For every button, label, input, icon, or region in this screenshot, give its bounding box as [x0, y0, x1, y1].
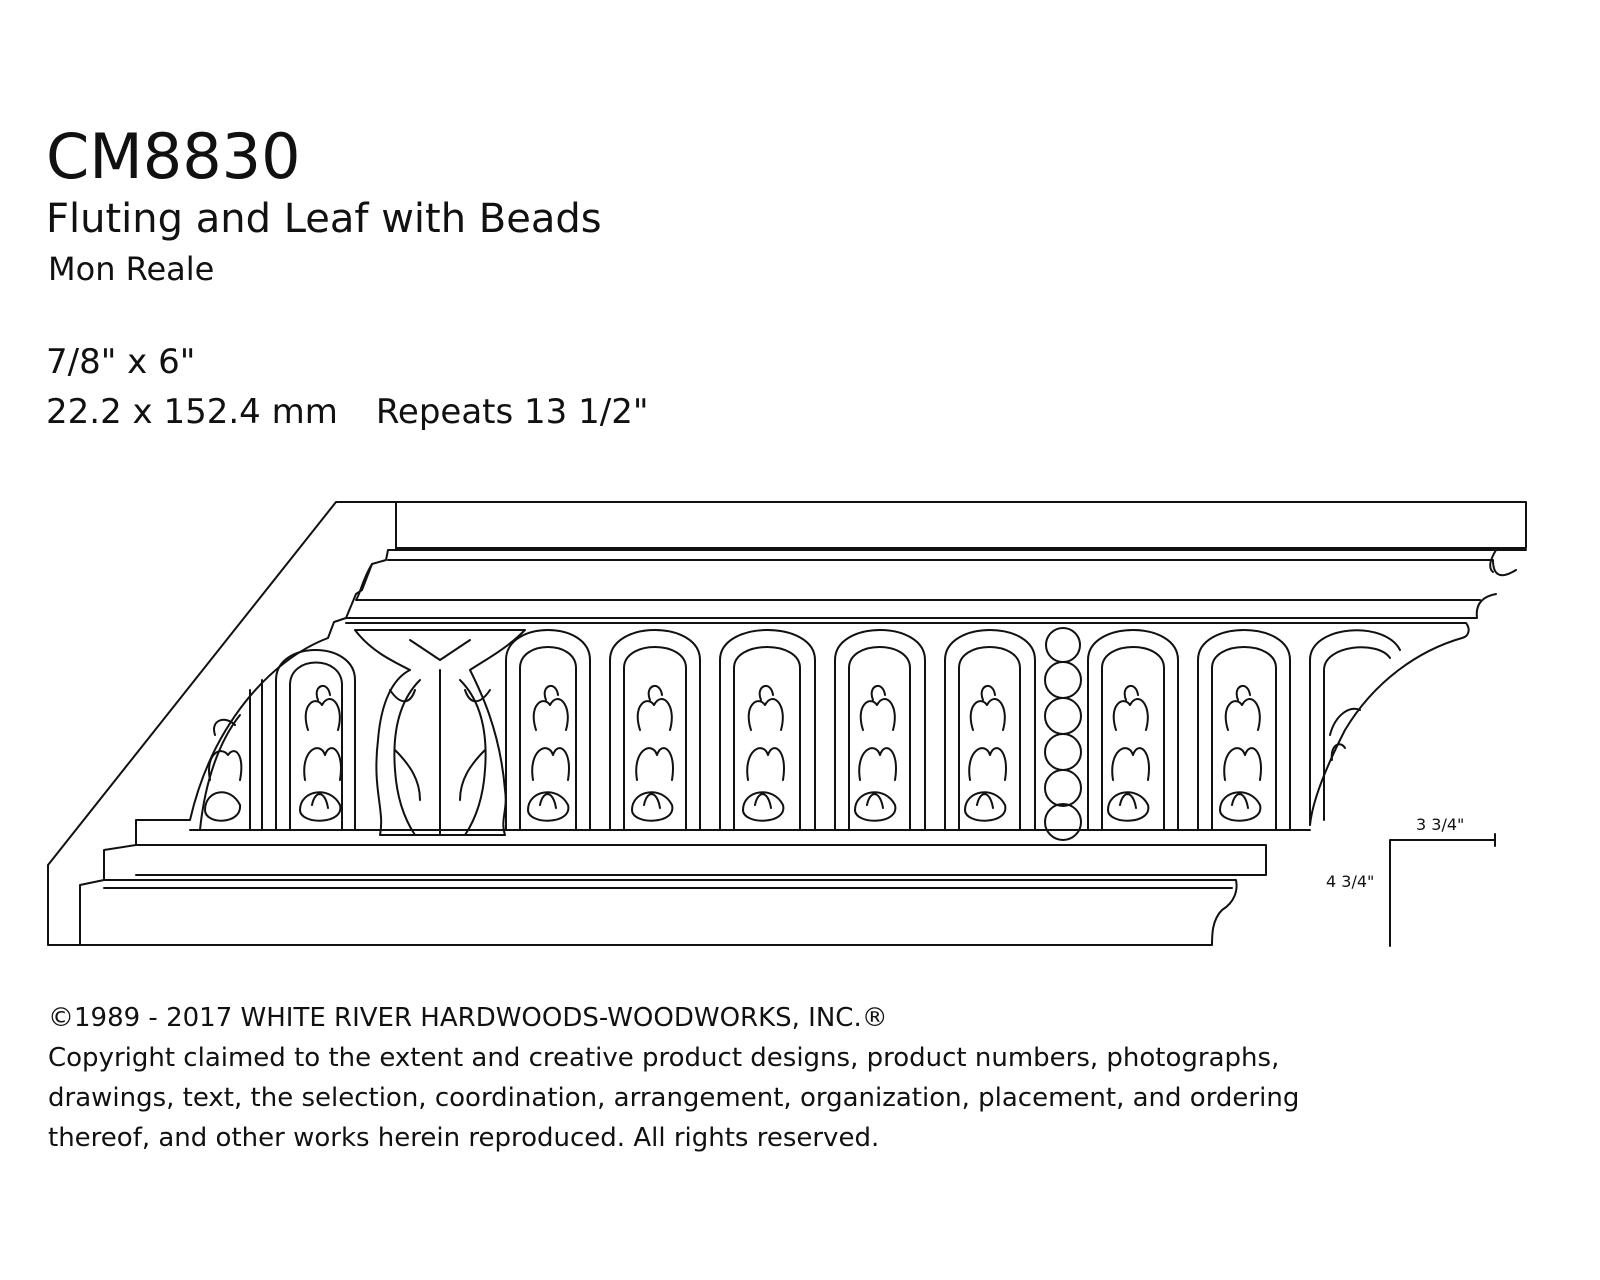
size-metric-row	[46, 392, 648, 432]
model-number: CM8830	[46, 120, 301, 193]
product-name: Fluting and Leaf with Beads	[46, 196, 602, 242]
bead-string	[1045, 628, 1081, 840]
lower-fillet	[136, 845, 1266, 875]
copyright-text: drawings, text, the selection, coordination, arrangement, organization, placement, and ordering	[48, 1083, 1300, 1113]
copyright-text: Copyright claimed to the extent and creative product designs, product numbers, photographs,	[48, 1043, 1280, 1073]
repeat-length: Repeats 13 1/2"	[375, 392, 649, 432]
projection-dim-line	[1390, 834, 1495, 946]
flute-row	[276, 630, 1400, 830]
copyright-block	[48, 998, 1528, 1158]
top-fascia	[396, 502, 1526, 548]
projection-label: 3 3/4"	[1416, 815, 1465, 834]
size-metric: 22.2 x 152.4 mm	[46, 392, 338, 432]
collection-name: Mon Reale	[48, 250, 215, 288]
copyright-text: thereof, and other works herein reproduced. All rights reserved.	[48, 1123, 880, 1153]
height-label: 4 3/4"	[1326, 872, 1375, 891]
moulding-drawing	[0, 490, 1600, 960]
size-imperial: 7/8" x 6"	[46, 342, 196, 382]
cove-band	[388, 560, 1516, 575]
copyright-line: ©1989 - 2017 WHITE RIVER HARDWOODS-WOODWORKS, INC.®	[48, 1003, 888, 1033]
profile-section	[48, 502, 396, 945]
